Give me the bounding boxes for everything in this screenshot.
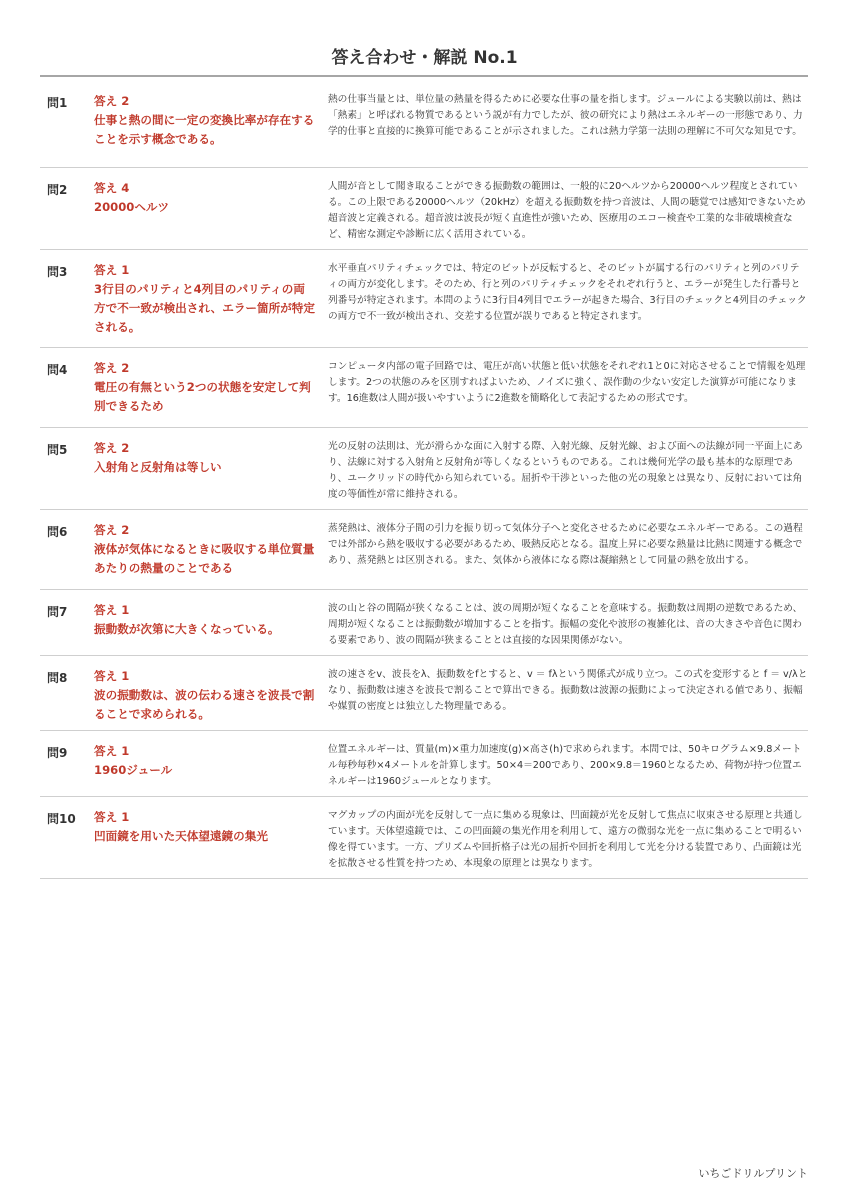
answer-choice: 答え 1: [94, 603, 130, 617]
answer-row: [40, 803, 808, 879]
question-number: 問5: [47, 443, 68, 457]
answer-text: 入射角と反射角は等しい: [94, 460, 222, 474]
answer-row: [40, 516, 808, 590]
question-number: 問6: [47, 525, 68, 539]
answer-choice: 答え 2: [94, 94, 130, 108]
explanation-text: 蒸発熱は、液体分子間の引力を振り切って気体分子へと変化させるために必要なエネルギーである。この過程では外部から熱を吸収する必要があるため、吸熱反応となる。温度上昇に必要な熱量は比熱に関連する概念であり、蒸発熱とは区別される。また、気体から液体になる際は凝縮熱として同量の熱を放出する。: [328, 523, 803, 566]
footer-brand: いちごドリルプリント: [698, 1167, 808, 1180]
answer-text: 20000ヘルツ: [94, 200, 170, 214]
answer-block: [94, 667, 316, 724]
answer-text: 凹面鏡を用いた天体望遠鏡の集光: [94, 829, 268, 843]
answer-row: [40, 256, 808, 348]
answer-text: 振動数が次第に大きくなっている。: [94, 622, 280, 636]
answer-block: [94, 92, 316, 149]
answer-text: 電圧の有無という2つの状態を安定して判別できるため: [94, 380, 311, 413]
answer-block: [94, 261, 316, 337]
answer-text: 波の振動数は、波の伝わる速さを波長で割ることで求められる。: [94, 688, 315, 721]
answer-text: 3行目のパリティと4列目のパリティの両方で不一致が検出され、エラー箇所が特定される。: [94, 282, 315, 334]
answer-row: [40, 662, 808, 731]
answer-block: [94, 179, 316, 217]
answer-row: [40, 737, 808, 797]
explanation-text: マグカップの内面が光を反射して一点に集める現象は、凹面鏡が光を反射して焦点に収束させる原理と共通しています。天体望遠鏡では、この凹面鏡の集光作用を利用して、遠方の微弱な光を一点に集めることで明るい像を得ています。一方、プリズムや回折格子は光の屈折や回折を利用して光を分ける装置であり、凸面鏡は光を拡散させる性質を持つため、本現象の原理とは異なります。: [328, 810, 803, 869]
answer-choice: 答え 2: [94, 361, 130, 375]
question-number: 問10: [47, 812, 76, 826]
explanation-text: 光の反射の法則は、光が滑らかな面に入射する際、入射光線、反射光線、および面への法線が同一平面上にあり、法線に対する入射角と反射角が等しくなるというものである。これは幾何光学の最も基本的な原理であり、ユークリッドの時代から知られている。屈折や干渉といった他の光の現象とは異なり、反射においては角度の等価性が常に維持される。: [328, 441, 803, 500]
answer-row: [40, 596, 808, 656]
question-number: 問2: [47, 183, 68, 197]
answer-block: [94, 439, 316, 477]
answer-text: 1960ジュール: [94, 763, 173, 777]
page-title: 答え合わせ・解説 No.1: [331, 48, 518, 68]
question-number: 問3: [47, 265, 68, 279]
answer-row: [40, 354, 808, 428]
question-number: 問8: [47, 671, 68, 685]
answer-choice: 答え 4: [94, 181, 130, 195]
answer-block: [94, 742, 316, 780]
explanation-text: 波の速さをv、波長をλ、振動数をfとすると、v ＝ fλという関係式が成り立つ。この式を変形すると f ＝ v/λとなり、振動数は速さを波長で割ることで算出できる。振動数は波源の振動によって決定される値であり、振幅や媒質の密度とは独立した物理量である。: [328, 669, 808, 712]
answer-choice: 答え 1: [94, 669, 130, 683]
answer-block: [94, 808, 316, 846]
answer-table: [40, 87, 808, 885]
explanation-text: 位置エネルギーは、質量(m)×重力加速度(g)×高さ(h)で求められます。本問では、50キログラム×9.8メートル毎秒毎秒×4メートルを計算します。50×4＝200であり、200×9.8＝1960となるため、荷物が持つ位置エネルギーは1960ジュールとなります。: [328, 744, 802, 787]
answer-row: [40, 174, 808, 250]
answer-row: [40, 87, 808, 168]
answer-text: 液体が気体になるときに吸収する単位質量あたりの熱量のことである: [94, 542, 315, 575]
answer-choice: 答え 1: [94, 744, 130, 758]
explanation-text: 波の山と谷の間隔が狭くなることは、波の周期が短くなることを意味する。振動数は周期の逆数であるため、周期が短くなることは振動数が増加することを指す。振幅の変化や波形の複雑化は、音の大きさや音色に関わる要素であり、波の間隔が狭まることとは直接的な因果関係がない。: [328, 603, 803, 646]
question-number: 問4: [47, 363, 68, 377]
title-divider: [40, 75, 808, 77]
explanation-text: コンピュータ内部の電子回路では、電圧が高い状態と低い状態をそれぞれ1と0に対応させることで情報を処理します。2つの状態のみを区別すればよいため、ノイズに強く、誤作動の少ない安定した演算が可能になります。16進数は人間が扱いやすいように2進数を簡略化して表記するための形式です。: [328, 361, 806, 404]
explanation-text: 水平垂直パリティチェックでは、特定のビットが反転すると、そのビットが属する行のパリティと列のパリティの両方が変化します。そのため、行と列のパリティチェックをそれぞれ行うと、エラーが発生した行番号と列番号が特定されます。本問のように3行目4列目でエラーが起きた場合、3行目のチェックと4列目のチェックの両方で不一致が検出され、交差する位置が誤りであると特定されます。: [328, 263, 807, 322]
question-number: 問1: [47, 96, 68, 110]
answer-choice: 答え 1: [94, 810, 130, 824]
explanation-text: 熱の仕事当量とは、単位量の熱量を得るために必要な仕事の量を指します。ジュールによる実験以前は、熱は「熱素」と呼ばれる物質であるという説が有力でしたが、彼の研究により熱はエネルギーの一形態であり、力学的仕事と直接的に換算可能であることが示されました。これは熱力学第一法則の理解に不可欠な知見です。: [328, 94, 803, 137]
answer-row: [40, 434, 808, 510]
answer-block: [94, 359, 316, 416]
answer-block: [94, 521, 316, 578]
answer-choice: 答え 2: [94, 441, 130, 455]
question-number: 問9: [47, 746, 68, 760]
answer-choice: 答え 2: [94, 523, 130, 537]
explanation-text: 人間が音として聞き取ることができる振動数の範囲は、一般的に20ヘルツから20000ヘルツ程度とされている。この上限である20000ヘルツ（20kHz）を超える振動数を持つ音波は、人間の聴覚では感知できないため超音波と定義される。超音波は波長が短く直進性が強いため、医療用のエコー検査や工業的な非破壊検査など、精密な測定や診断に広く活用されている。: [328, 181, 806, 240]
question-number: 問7: [47, 605, 68, 619]
answer-text: 仕事と熱の間に一定の変換比率が存在することを示す概念である。: [94, 113, 315, 146]
answer-choice: 答え 1: [94, 263, 130, 277]
answer-block: [94, 601, 316, 639]
